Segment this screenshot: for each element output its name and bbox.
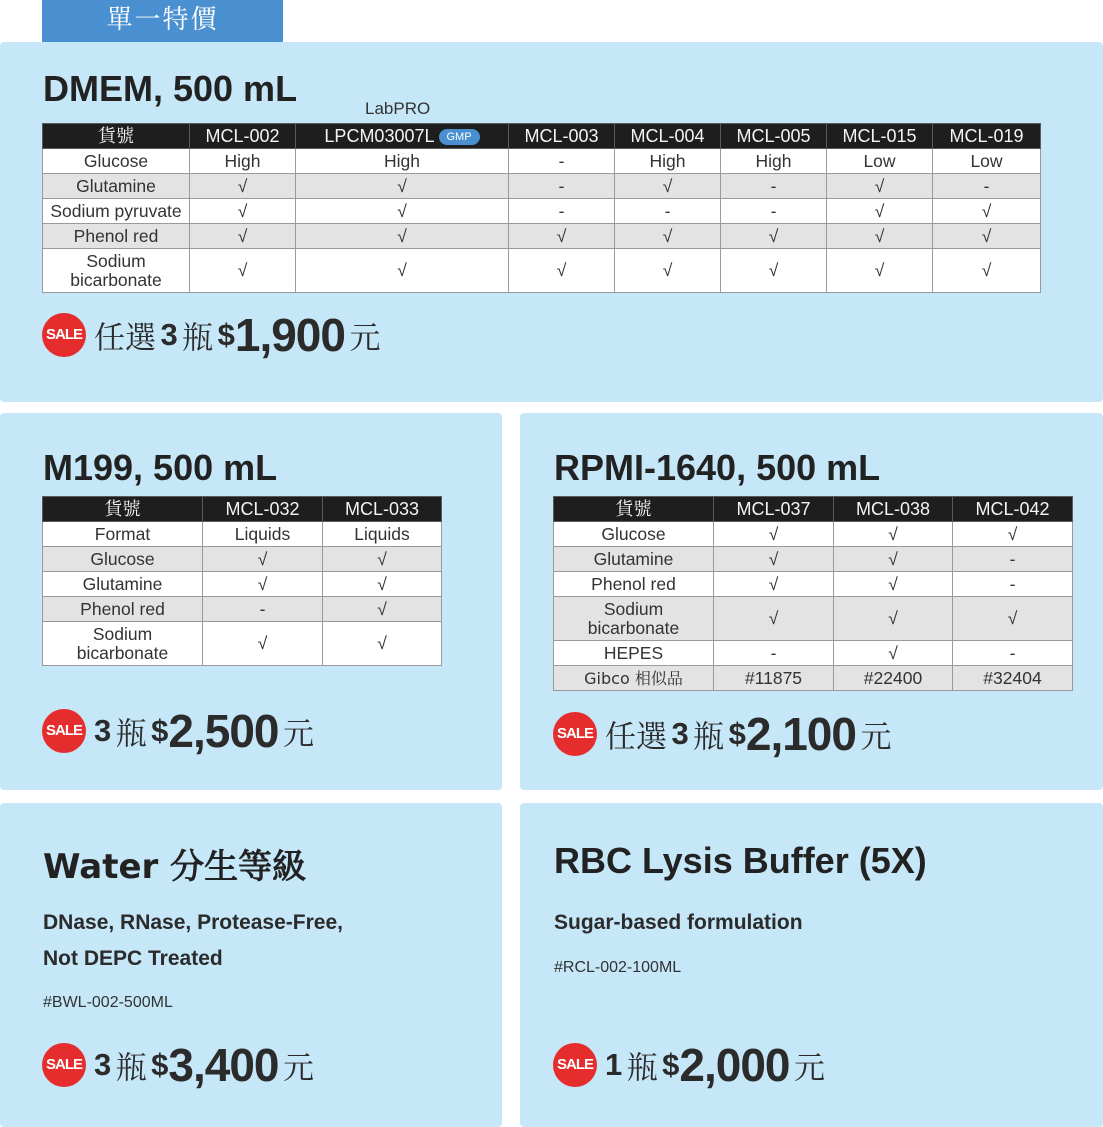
cell: Sodium bicarbonate xyxy=(43,622,203,666)
price-yuan: 元 xyxy=(282,716,314,753)
cell: √ xyxy=(190,249,296,293)
rbc-price xyxy=(553,1038,825,1092)
water-catalog-code: #BWL-002-500ML xyxy=(43,994,173,1011)
dmem-price xyxy=(42,308,380,362)
cell: #11875 xyxy=(714,666,834,691)
cell: √ xyxy=(834,597,953,641)
cell: √ xyxy=(953,597,1073,641)
cell: √ xyxy=(296,199,509,224)
cell: √ xyxy=(190,199,296,224)
table-row xyxy=(43,149,1041,174)
price-amount: 2,100 xyxy=(745,708,856,760)
col-header: MCL-015 xyxy=(827,124,933,149)
table-row xyxy=(554,666,1073,691)
price-qty: 3 xyxy=(94,713,112,748)
table-row xyxy=(43,224,1041,249)
cell: HEPES xyxy=(554,641,714,666)
price-unit: 瓶 xyxy=(626,1050,658,1087)
table-row xyxy=(43,572,442,597)
dmem-table xyxy=(42,123,1041,293)
price-yuan: 元 xyxy=(860,719,892,756)
gmp-badge: GMP xyxy=(439,129,480,145)
col-header: MCL-005 xyxy=(721,124,827,149)
m199-table xyxy=(42,496,442,666)
col-header: MCL-002 xyxy=(190,124,296,149)
cell: √ xyxy=(615,224,721,249)
cell: √ xyxy=(203,622,323,666)
rpmi-title: RPMI-1640, 500 mL xyxy=(554,447,881,488)
water-desc-line1: DNase, RNase, Protease-Free, xyxy=(43,911,343,934)
cell: Glutamine xyxy=(43,174,190,199)
price-qty: 3 xyxy=(94,1047,112,1082)
cell: Glutamine xyxy=(43,572,203,597)
table-row xyxy=(554,641,1073,666)
cell: √ xyxy=(827,249,933,293)
col-header: MCL-042 xyxy=(953,497,1073,522)
cell: Liquids xyxy=(203,522,323,547)
cell: - xyxy=(721,199,827,224)
cell: √ xyxy=(615,249,721,293)
price-unit: 瓶 xyxy=(182,320,214,357)
cell: - xyxy=(714,641,834,666)
col-header: MCL-004 xyxy=(615,124,721,149)
cell: √ xyxy=(714,547,834,572)
cell: √ xyxy=(203,572,323,597)
cell: Format xyxy=(43,522,203,547)
cell: - xyxy=(953,572,1073,597)
cell: - xyxy=(933,174,1041,199)
rpmi-price xyxy=(553,707,891,761)
cell: √ xyxy=(323,547,442,572)
cell: √ xyxy=(933,249,1041,293)
cell: Low xyxy=(827,149,933,174)
price-unit: 瓶 xyxy=(115,716,147,753)
rbc-desc-line1: Sugar-based formulation xyxy=(554,911,803,934)
water-desc-line2: Not DEPC Treated xyxy=(43,947,223,970)
cell: √ xyxy=(714,522,834,547)
price-currency: $ xyxy=(728,716,746,751)
cell: - xyxy=(953,641,1073,666)
col-header: 貨號 xyxy=(554,497,714,522)
cell: Glucose xyxy=(43,547,203,572)
cell: High xyxy=(296,149,509,174)
cell: Low xyxy=(933,149,1041,174)
m199-title: M199, 500 mL xyxy=(43,447,278,488)
table-row xyxy=(554,572,1073,597)
cell: Phenol red xyxy=(43,224,190,249)
col-header: MCL-032 xyxy=(203,497,323,522)
price-prefix: 任選 xyxy=(605,719,667,756)
cell: √ xyxy=(834,641,953,666)
cell: #22400 xyxy=(834,666,953,691)
cell: √ xyxy=(296,174,509,199)
cell: √ xyxy=(323,622,442,666)
cell: Sodium bicarbonate xyxy=(43,249,190,293)
cell: High xyxy=(721,149,827,174)
price-yuan: 元 xyxy=(793,1050,825,1087)
cell: √ xyxy=(203,547,323,572)
table-row xyxy=(43,249,1041,293)
rbc-catalog-code: #RCL-002-100ML xyxy=(554,959,682,976)
special-price-tag: 單一特價 xyxy=(42,0,283,42)
table-row xyxy=(554,522,1073,547)
price-currency: $ xyxy=(151,1047,169,1082)
cell: √ xyxy=(323,572,442,597)
cell: Phenol red xyxy=(554,572,714,597)
cell: √ xyxy=(509,224,615,249)
sale-badge: SALE xyxy=(42,1043,86,1087)
cell: √ xyxy=(323,597,442,622)
cell: √ xyxy=(714,572,834,597)
table-row xyxy=(554,597,1073,641)
cell: Glutamine xyxy=(554,547,714,572)
cell: - xyxy=(203,597,323,622)
price-amount: 3,400 xyxy=(168,1039,279,1091)
col-header: 貨號 xyxy=(43,497,203,522)
price-amount: 2,000 xyxy=(679,1039,790,1091)
price-amount: 2,500 xyxy=(168,705,279,757)
cell: √ xyxy=(721,224,827,249)
table-row xyxy=(43,199,1041,224)
cell: √ xyxy=(933,224,1041,249)
col-header-label: LPCM03007L xyxy=(324,125,435,146)
labpro-label: LabPRO xyxy=(365,99,431,118)
cell: √ xyxy=(190,224,296,249)
price-unit: 瓶 xyxy=(693,719,725,756)
col-header: MCL-003 xyxy=(509,124,615,149)
price-yuan: 元 xyxy=(349,320,381,357)
sale-badge: SALE xyxy=(42,709,86,753)
price-unit: 瓶 xyxy=(115,1050,147,1087)
price-prefix: 任選 xyxy=(94,320,156,357)
cell: Sodium pyruvate xyxy=(43,199,190,224)
rbc-title: RBC Lysis Buffer (5X) xyxy=(554,840,927,881)
price-currency: $ xyxy=(151,713,169,748)
dmem-title: DMEM, 500 mL xyxy=(43,68,298,109)
cell: √ xyxy=(190,174,296,199)
table-row xyxy=(43,174,1041,199)
cell: √ xyxy=(721,249,827,293)
rpmi-table xyxy=(553,496,1073,691)
cell: - xyxy=(615,199,721,224)
col-header: MCL-033 xyxy=(323,497,442,522)
cell: √ xyxy=(827,224,933,249)
cell: - xyxy=(509,149,615,174)
cell: √ xyxy=(714,597,834,641)
cell: High xyxy=(190,149,296,174)
cell: High xyxy=(615,149,721,174)
cell: - xyxy=(509,174,615,199)
water-title: Water 分生等級 xyxy=(43,847,307,887)
sale-badge: SALE xyxy=(553,712,597,756)
table-row xyxy=(43,622,442,666)
cell: - xyxy=(953,547,1073,572)
table-row xyxy=(554,547,1073,572)
price-currency: $ xyxy=(217,317,235,352)
cell: √ xyxy=(933,199,1041,224)
cell: √ xyxy=(615,174,721,199)
cell: Glucose xyxy=(43,149,190,174)
cell: √ xyxy=(953,522,1073,547)
cell: √ xyxy=(827,174,933,199)
cell: Glucose xyxy=(554,522,714,547)
sale-badge: SALE xyxy=(553,1043,597,1087)
cell: √ xyxy=(296,249,509,293)
table-row xyxy=(43,547,442,572)
price-currency: $ xyxy=(662,1047,680,1082)
cell: Phenol red xyxy=(43,597,203,622)
price-qty: 3 xyxy=(671,716,689,751)
cell: - xyxy=(721,174,827,199)
cell: √ xyxy=(827,199,933,224)
cell: Liquids xyxy=(323,522,442,547)
col-header: 貨號 xyxy=(43,124,190,149)
table-row xyxy=(43,597,442,622)
col-header xyxy=(296,124,509,149)
cell: Gibco 相似品 xyxy=(554,666,714,691)
price-amount: 1,900 xyxy=(234,309,345,361)
cell: √ xyxy=(834,572,953,597)
sale-badge: SALE xyxy=(42,313,86,357)
cell: √ xyxy=(296,224,509,249)
cell: Sodium bicarbonate xyxy=(554,597,714,641)
water-price xyxy=(42,1038,314,1092)
col-header: MCL-019 xyxy=(933,124,1041,149)
price-qty: 1 xyxy=(605,1047,623,1082)
col-header: MCL-038 xyxy=(834,497,953,522)
cell: - xyxy=(509,199,615,224)
col-header: MCL-037 xyxy=(714,497,834,522)
price-qty: 3 xyxy=(160,317,178,352)
m199-price xyxy=(42,704,314,758)
cell: √ xyxy=(509,249,615,293)
cell: #32404 xyxy=(953,666,1073,691)
price-yuan: 元 xyxy=(282,1050,314,1087)
table-row xyxy=(43,522,442,547)
cell: √ xyxy=(834,547,953,572)
cell: √ xyxy=(834,522,953,547)
